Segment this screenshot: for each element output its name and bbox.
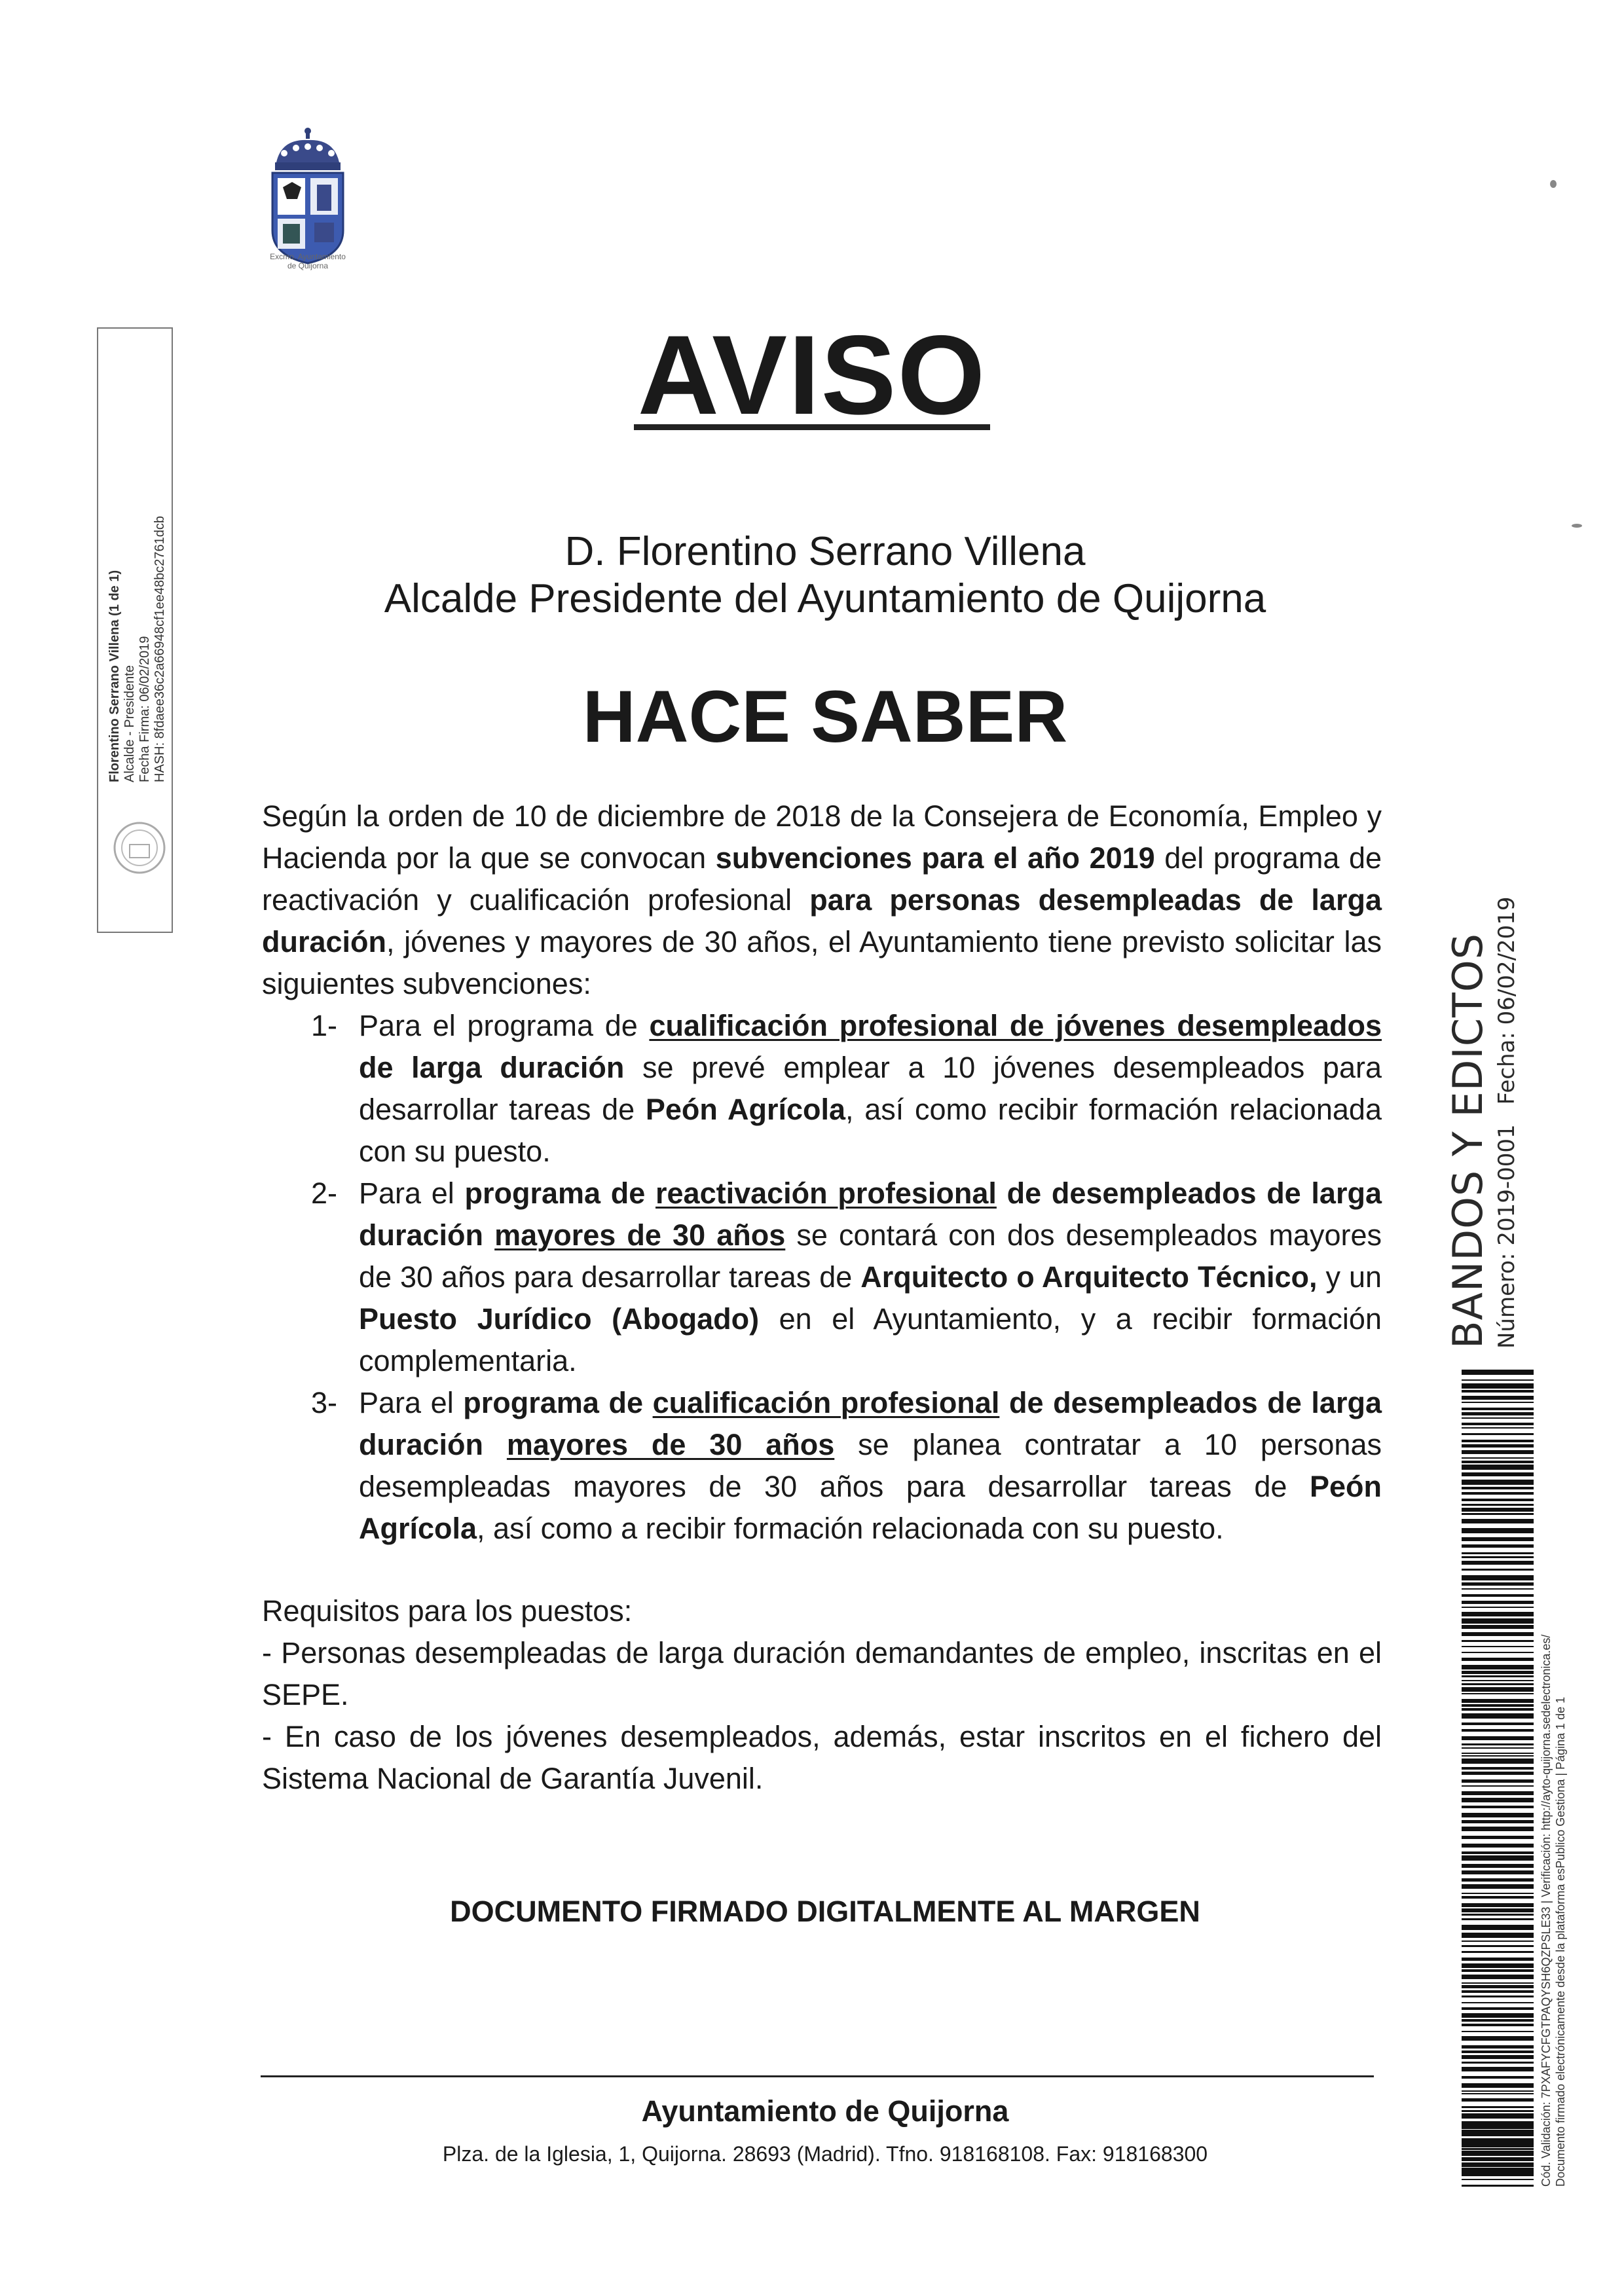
footer-address: Plza. de la Iglesia, 1, Quijorna. 28693 (Madrid). Tfno. 918168108. Fax: 918168300 bbox=[442, 2142, 1208, 2166]
validation-code-text bbox=[1539, 1362, 1578, 2187]
signature-hash: HASH: 8fdaee36c2a66948cf1ee48bc2761dcb bbox=[153, 516, 167, 782]
subsidy-list bbox=[262, 1005, 1382, 1550]
section-heading: HACE SABER bbox=[582, 676, 1068, 757]
requirement-item: - Personas desempleadas de larga duración demandantes de empleo, inscritas en el SEPE. bbox=[262, 1636, 1382, 1711]
scan-speck bbox=[1550, 180, 1557, 188]
registry-subtitle bbox=[1492, 871, 1521, 1349]
barcode bbox=[1462, 1370, 1534, 2174]
item-number: 2- bbox=[311, 1176, 338, 1210]
registry-number: Número: 2019-0001 bbox=[1494, 1124, 1520, 1349]
platform-note-line: Documento firmado electrónicamente desde la plataforma esPublico Gestiona | Página 1 de 1 bbox=[1554, 1696, 1567, 2187]
requirements-title: Requisitos para los puestos: bbox=[262, 1594, 633, 1628]
footer-organization: Ayuntamiento de Quijorna bbox=[641, 2094, 1009, 2128]
crest-caption: Excmo. Ayuntamiento de Quijorna bbox=[270, 252, 346, 270]
registry-title: BANDOS Y EDICTOS bbox=[1444, 932, 1492, 1349]
intro-paragraph: Según la orden de 10 de diciembre de 2018 de la Consejera de Economía, Empleo y Hacienda por la que se convocan subvenciones para el año 2019 del programa de reactivación y cualificación profesional para personas desempleadas de larga duración, jóvenes y mayores de 30 años, el Ayuntamiento tiene previsto solicitar las siguientes subvenciones: bbox=[262, 799, 1382, 1000]
registry-label bbox=[1444, 871, 1536, 1349]
item-number: 1- bbox=[311, 1009, 338, 1042]
registry-date: Fecha: 06/02/2019 bbox=[1494, 896, 1520, 1105]
signed-notice: DOCUMENTO FIRMADO DIGITALMENTE AL MARGEN bbox=[450, 1895, 1200, 1928]
item-number: 3- bbox=[311, 1386, 338, 1419]
requirements-section bbox=[262, 1590, 1382, 1800]
mayor-role: Alcalde Presidente del Ayuntamiento de Quijorna bbox=[384, 576, 1266, 621]
notice-body bbox=[262, 795, 1382, 1800]
list-item: 2- Para el programa de reactivación profesional de desempleados de larga duración mayores de 30 años se contará con dos desempleados mayores de 30 años para desarrollar tareas de Arquitecto o Arquitecto Técnico, y un Puesto Jurídico (Abogado) en el Ayuntamiento, y a recibir formación complementaria. bbox=[262, 1173, 1382, 1382]
validation-code-line: Cód. Validación: 7PXAFYCFGTPAQYSH6QZPSLE33 | Verificación: http://ayto-quijorna.sedelectronica.es/ bbox=[1540, 1634, 1553, 2187]
signature-date: Fecha Firma: 06/02/2019 bbox=[138, 636, 152, 782]
list-item: 1- Para el programa de cualificación profesional de jóvenes desempleados de larga duración se prevé emplear a 10 jóvenes desempleados para desarrollar tareas de Peón Agrícola, así como recibir formación relacionada con su puesto. bbox=[262, 1005, 1382, 1173]
footer-divider bbox=[261, 2075, 1374, 2077]
page-title: AVISO bbox=[0, 313, 1624, 437]
signer-role: Alcalde - Presidente bbox=[122, 665, 137, 782]
requirement-item: - En caso de los jóvenes desempleados, además, estar inscritos en el fichero del Sistema Nacional de Garantía Juvenil. bbox=[262, 1720, 1382, 1795]
mayor-name: D. Florentino Serrano Villena bbox=[564, 529, 1086, 574]
seal-icon bbox=[110, 818, 169, 877]
list-item: 3- Para el programa de cualificación profesional de desempleados de larga duración mayores de 30 años se planea contratar a 10 personas desempleadas mayores de 30 años para desarrollar tareas de Peón Agrícola, así como a recibir formación relacionada con su puesto. bbox=[262, 1382, 1382, 1550]
signer-name: Florentino Serrano Villena (1 de 1) bbox=[107, 570, 122, 782]
